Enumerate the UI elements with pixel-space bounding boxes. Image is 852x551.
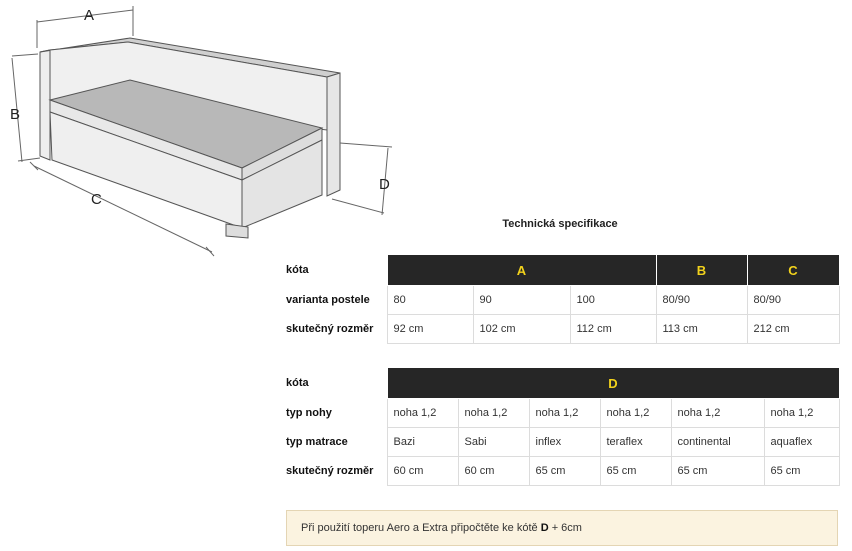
table-header-row: [286, 368, 839, 399]
spec-title: Technická specifikace: [502, 218, 618, 230]
table-cell: 100: [570, 286, 656, 315]
table-cell: noha 1,2: [600, 399, 671, 428]
column-header-b: B: [656, 255, 747, 286]
dimension-label-c: C: [91, 191, 102, 208]
table-cell: Sabi: [458, 428, 529, 457]
table-cell: noha 1,2: [458, 399, 529, 428]
note-suffix: + 6cm: [548, 522, 582, 534]
table-cell: teraflex: [600, 428, 671, 457]
spec-table-d: [286, 368, 840, 486]
spec-table-abc: [286, 255, 840, 344]
row-label: skutečný rozměr: [286, 323, 374, 335]
table-cell: 80: [387, 286, 473, 315]
table-cell: 112 cm: [570, 315, 656, 344]
row-label: kóta: [286, 377, 309, 390]
table-cell: continental: [671, 428, 764, 457]
table-cell: 60 cm: [387, 457, 458, 486]
bed-foot: [226, 224, 248, 238]
dimension-label-d: D: [379, 176, 390, 193]
table-row: [286, 286, 839, 315]
note-text: Při použití toperu Aero a Extra připočtěte ke kótě: [301, 522, 541, 534]
row-label: typ matrace: [286, 436, 348, 448]
table-cell: noha 1,2: [529, 399, 600, 428]
bed-right-panel: [327, 73, 340, 196]
table-row: [286, 315, 839, 344]
table-cell: 65 cm: [529, 457, 600, 486]
note-bold-label: D: [540, 522, 549, 534]
row-label: varianta postele: [286, 294, 370, 306]
table-cell: 80/90: [747, 286, 839, 315]
table-cell: 65 cm: [671, 457, 764, 486]
table-cell: 102 cm: [473, 315, 570, 344]
column-header-a: A: [387, 255, 656, 286]
table-cell: 212 cm: [747, 315, 839, 344]
bed-dimension-diagram: [0, 0, 400, 265]
table-cell: inflex: [529, 428, 600, 457]
bed-left-panel: [40, 50, 50, 160]
row-label: kóta: [286, 264, 309, 277]
table-row: [286, 399, 839, 428]
table-cell: noha 1,2: [671, 399, 764, 428]
table-cell: noha 1,2: [764, 399, 839, 428]
table-cell: Bazi: [387, 428, 458, 457]
column-header-d: D: [387, 368, 839, 399]
table-cell: 65 cm: [600, 457, 671, 486]
dimension-label-b: B: [10, 106, 21, 123]
table-cell: 90: [473, 286, 570, 315]
table-cell: 65 cm: [764, 457, 839, 486]
row-label: skutečný rozměr: [286, 465, 374, 477]
table-row: [286, 457, 839, 486]
dimension-label-a: A: [84, 7, 95, 24]
table-cell: 80/90: [656, 286, 747, 315]
row-label: typ nohy: [286, 407, 332, 419]
table-row: [286, 428, 839, 457]
table-cell: 60 cm: [458, 457, 529, 486]
column-header-c: C: [747, 255, 839, 286]
table-cell: noha 1,2: [387, 399, 458, 428]
table-cell: aquaflex: [764, 428, 839, 457]
table-cell: 92 cm: [387, 315, 473, 344]
table-cell: 113 cm: [656, 315, 747, 344]
topper-note: [286, 510, 838, 546]
table-header-row: [286, 255, 839, 286]
